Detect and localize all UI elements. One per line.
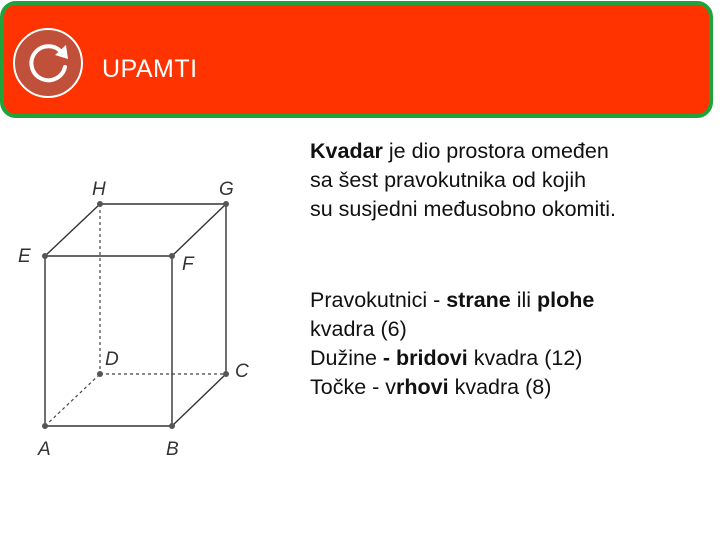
vertex-label-f: F (182, 254, 194, 275)
cuboid-figure (0, 150, 280, 470)
banner-title: UPAMTI (102, 55, 198, 83)
vertex-label-b: B (166, 439, 179, 460)
edge-bc (172, 374, 226, 426)
vertex-d-dot (97, 371, 103, 377)
definition-line-3: su susjedni međusobno okomiti. (310, 197, 616, 221)
term-plohe: plohe (537, 288, 595, 312)
vertex-label-g: G (219, 179, 234, 200)
term-strane: strane (446, 288, 511, 312)
fact-faces-count: kvadra (6) (310, 317, 407, 341)
vertex-g-dot (223, 201, 229, 207)
edge-fg (172, 204, 226, 256)
vertex-label-c: C (235, 361, 249, 382)
edge-eh (45, 204, 100, 256)
term-kvadar: Kvadar (310, 139, 383, 163)
edge-hidden-ad (45, 374, 100, 426)
vertex-label-d: D (105, 349, 119, 370)
vertex-label-h: H (92, 179, 106, 200)
vertex-c-dot (223, 371, 229, 377)
vertex-label-e: E (18, 246, 31, 267)
fact-edges: Dužine - bridovi kvadra (12) (310, 346, 583, 370)
vertex-f-dot (169, 253, 175, 259)
facts-list (310, 286, 720, 402)
upamti-banner (0, 1, 713, 118)
definition-line-1-rest: je dio prostora omeđen (382, 139, 609, 163)
term-bridovi: - bridovi (382, 346, 468, 370)
fact-faces: Pravokutnici - strane ili plohe (310, 288, 595, 312)
vertex-a-dot (42, 423, 48, 429)
fact-vertices: Točke - vrhovi kvadra (8) (310, 375, 552, 399)
definition-line-2: sa šest pravokutnika od kojih (310, 168, 587, 192)
vertex-h-dot (97, 201, 103, 207)
vertex-e-dot (42, 253, 48, 259)
definition-text (310, 137, 720, 224)
refresh-cycle-icon (12, 27, 84, 99)
vertex-b-dot (169, 423, 175, 429)
face-front (45, 256, 172, 426)
vertex-label-a: A (38, 439, 51, 460)
term-vrhovi: rhovi (396, 375, 449, 399)
definition-line-1 (310, 137, 720, 166)
